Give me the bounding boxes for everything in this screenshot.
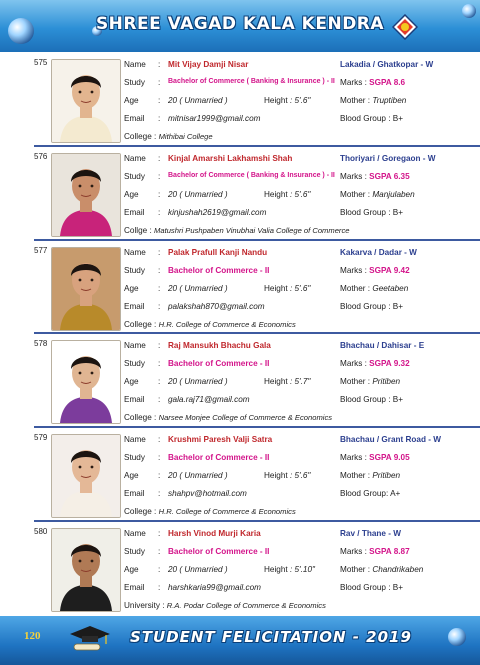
student-photo [51, 153, 121, 237]
height-field [264, 190, 310, 199]
height-value: : 5'.6" [289, 190, 311, 199]
student-entry [0, 431, 480, 523]
colon: : [158, 583, 161, 592]
mother-value: Manjulaben [372, 190, 415, 199]
entry-number: 579 [34, 433, 48, 442]
colon: : [158, 172, 161, 181]
study-course: Bachelor of Commerce - II [168, 266, 270, 275]
entry-divider [34, 145, 480, 147]
college-row [124, 132, 213, 141]
email-value: shahpv@hotmail.com [168, 489, 247, 498]
email-value: harshkaria99@gmail.com [168, 583, 261, 592]
colon: : [158, 341, 161, 350]
age-value: 20 ( Unmarried ) [168, 190, 228, 199]
student-entry [0, 150, 480, 242]
college-label: College : [124, 132, 159, 141]
marks-field [340, 266, 410, 275]
email-label: Email [124, 208, 145, 217]
college-row [124, 320, 296, 329]
blood-group-label: Blood Group : [340, 583, 393, 592]
location: Rav / Thane - W [340, 529, 401, 538]
colon: : [158, 60, 161, 69]
marks-value: SGPA 6.35 [369, 172, 410, 181]
age-value: 20 ( Unmarried ) [168, 284, 228, 293]
marks-value: SGPA 9.32 [369, 359, 410, 368]
colon: : [158, 547, 161, 556]
colon: : [158, 529, 161, 538]
colon: : [158, 248, 161, 257]
blood-group-value: B+ [392, 114, 404, 123]
mother-value: Geetaben [372, 284, 409, 293]
name-label: Name [124, 435, 146, 444]
age-value: 20 ( Unmarried ) [168, 471, 228, 480]
blood-group-value: B+ [392, 208, 404, 217]
colon: : [158, 114, 161, 123]
study-label: Study [124, 78, 145, 87]
location: Lakadia / Ghatkopar - W [340, 60, 434, 69]
mother-value: Truptiben [372, 96, 407, 105]
college-value: R.A. Podar College of Commerce & Economics [166, 601, 326, 610]
colon: : [158, 78, 161, 87]
student-name: Palak Prafull Kanji Nandu [168, 248, 268, 257]
height-label: Height [264, 565, 288, 574]
colon: : [158, 208, 161, 217]
blood-group-value: B+ [392, 583, 404, 592]
marks-field [340, 172, 410, 181]
entry-number: 576 [34, 152, 48, 161]
blood-group-value: B+ [392, 302, 404, 311]
email-label: Email [124, 583, 145, 592]
email-label: Email [124, 114, 145, 123]
blood-group-label: Blood Group : [340, 395, 393, 404]
colon: : [158, 284, 161, 293]
colon: : [158, 395, 161, 404]
blood-group-field [340, 489, 400, 498]
marks-field [340, 453, 410, 462]
student-entry [0, 337, 480, 429]
college-label: College : [124, 413, 159, 422]
marks-value: SGPA 8.6 [369, 78, 406, 87]
study-label: Study [124, 547, 145, 556]
mother-label: Mother [340, 284, 366, 293]
height-label: Height [264, 284, 288, 293]
colon: : [158, 359, 161, 368]
height-label: Height [264, 96, 288, 105]
mother-value: Chandrikaben [372, 565, 424, 574]
blood-group-value: A+ [390, 489, 401, 498]
name-label: Name [124, 529, 146, 538]
blood-group-field [340, 302, 403, 311]
organization-logo-icon [392, 14, 418, 40]
height-label: Height [264, 190, 288, 199]
blood-group-label: Blood Group: [340, 489, 391, 498]
age-label: Age [124, 377, 139, 386]
marks-label: Marks : [340, 453, 370, 462]
mother-field [340, 284, 408, 293]
mother-value: Pritiben [372, 377, 401, 386]
colon: : [367, 565, 371, 574]
entry-divider [34, 426, 480, 428]
student-entry [0, 525, 480, 617]
college-row [124, 601, 326, 610]
student-name: Krushmi Paresh Valji Satra [168, 435, 273, 444]
marks-value: SGPA 9.05 [369, 453, 410, 462]
footer-title: STUDENT FELICITATION - 2019 [130, 628, 412, 646]
age-label: Age [124, 190, 139, 199]
age-value: 20 ( Unmarried ) [168, 96, 228, 105]
student-photo [51, 59, 121, 143]
college-value: Mithibai College [158, 132, 213, 141]
entry-divider [34, 520, 480, 522]
marks-field [340, 547, 410, 556]
age-label: Age [124, 284, 139, 293]
email-value: palakshah870@gmail.com [168, 302, 265, 311]
height-field [264, 377, 310, 386]
college-label: Collge : [124, 226, 155, 235]
height-value: : 5'.10" [289, 565, 315, 574]
age-label: Age [124, 96, 139, 105]
blood-group-field [340, 114, 403, 123]
study-course: Bachelor of Commerce - II [168, 547, 270, 556]
marks-label: Marks : [340, 172, 370, 181]
blood-group-value: B+ [392, 395, 404, 404]
mother-field [340, 190, 415, 199]
student-entry [0, 56, 480, 148]
mother-value: Pritiben [372, 471, 401, 480]
page-footer [0, 616, 480, 665]
study-course: Bachelor of Commerce ( Banking & Insurance ) - II [168, 172, 335, 179]
colon: : [158, 302, 161, 311]
height-field [264, 471, 310, 480]
marks-value: SGPA 9.42 [369, 266, 410, 275]
entry-number: 580 [34, 527, 48, 536]
age-value: 20 ( Unmarried ) [168, 565, 228, 574]
height-value: : 5'.7" [289, 377, 311, 386]
colon: : [158, 377, 161, 386]
marks-value: SGPA 8.87 [369, 547, 410, 556]
name-label: Name [124, 341, 146, 350]
email-value: gala.raj71@gmail.com [168, 395, 250, 404]
marks-label: Marks : [340, 78, 370, 87]
study-course: Bachelor of Commerce - II [168, 453, 270, 462]
colon: : [367, 284, 371, 293]
location: Bhachau / Dahisar - E [340, 341, 425, 350]
globe-icon [462, 4, 476, 18]
globe-icon [448, 628, 466, 646]
colon: : [367, 96, 371, 105]
page-header [0, 0, 480, 52]
college-row [124, 507, 296, 516]
college-value: H.R. College of Commerce & Economics [158, 507, 296, 516]
colon: : [158, 565, 161, 574]
college-row [124, 226, 350, 235]
email-label: Email [124, 395, 145, 404]
colon: : [158, 489, 161, 498]
height-value: : 5'.6" [289, 284, 311, 293]
college-value: Narsee Monjee College of Commerce & Economics [158, 413, 333, 422]
height-value: : 5'.6" [289, 471, 311, 480]
student-photo [51, 340, 121, 424]
blood-group-label: Blood Group : [340, 208, 393, 217]
marks-label: Marks : [340, 359, 370, 368]
colon: : [158, 96, 161, 105]
page-number: 120 [24, 630, 41, 642]
height-label: Height [264, 377, 288, 386]
name-label: Name [124, 154, 146, 163]
mother-label: Mother [340, 96, 366, 105]
email-value: mitnisar1999@gmail.com [168, 114, 261, 123]
colon: : [158, 435, 161, 444]
colon: : [367, 190, 371, 199]
mother-field [340, 96, 406, 105]
mother-label: Mother [340, 190, 366, 199]
college-label: College : [124, 507, 159, 516]
colon: : [367, 471, 371, 480]
mother-field [340, 565, 423, 574]
height-field [264, 284, 310, 293]
entry-divider [34, 332, 480, 334]
age-label: Age [124, 471, 139, 480]
height-label: Height [264, 471, 288, 480]
blood-group-label: Blood Group : [340, 114, 393, 123]
height-field [264, 96, 310, 105]
student-name: Kinjal Amarshi Lakhamshi Shah [168, 154, 293, 163]
blood-group-field [340, 583, 403, 592]
page-title: SHREE VAGAD KALA KENDRA [95, 14, 385, 34]
student-name: Harsh Vinod Murji Karia [168, 529, 261, 538]
student-photo [51, 434, 121, 518]
email-label: Email [124, 302, 145, 311]
name-label: Name [124, 248, 146, 257]
mother-field [340, 377, 400, 386]
graduation-cap-icon [68, 622, 112, 656]
mother-label: Mother [340, 471, 366, 480]
study-label: Study [124, 453, 145, 462]
entry-divider [34, 239, 480, 241]
mother-label: Mother [340, 377, 366, 386]
height-value: : 5'.6" [289, 96, 311, 105]
study-course: Bachelor of Commerce ( Banking & Insurance ) - II [168, 78, 335, 85]
student-photo [51, 528, 121, 612]
college-row [124, 413, 332, 422]
location: Bhachau / Grant Road - W [340, 435, 441, 444]
colon: : [158, 154, 161, 163]
age-label: Age [124, 565, 139, 574]
college-label: College : [124, 320, 159, 329]
colon: : [158, 266, 161, 275]
college-label: University : [124, 601, 167, 610]
study-course: Bachelor of Commerce - II [168, 359, 270, 368]
blood-group-field [340, 208, 403, 217]
blood-group-label: Blood Group : [340, 302, 393, 311]
entry-number: 577 [34, 246, 48, 255]
study-label: Study [124, 266, 145, 275]
location: Kakarva / Dadar - W [340, 248, 417, 257]
colon: : [158, 453, 161, 462]
colon: : [367, 377, 371, 386]
student-photo [51, 247, 121, 331]
college-value: H.R. College of Commerce & Economics [158, 320, 296, 329]
marks-label: Marks : [340, 547, 370, 556]
student-entry [0, 244, 480, 336]
colon: : [158, 471, 161, 480]
location: Thoriyari / Goregaon - W [340, 154, 436, 163]
entry-number: 575 [34, 58, 48, 67]
marks-field [340, 359, 410, 368]
age-value: 20 ( Unmarried ) [168, 377, 228, 386]
college-value: Matushri Pushpaben Vinubhai Valia College of Commerce [154, 226, 350, 235]
height-field [264, 565, 315, 574]
mother-field [340, 471, 400, 480]
colon: : [158, 190, 161, 199]
study-label: Study [124, 172, 145, 181]
marks-field [340, 78, 405, 87]
name-label: Name [124, 60, 146, 69]
blood-group-field [340, 395, 403, 404]
email-label: Email [124, 489, 145, 498]
entry-number: 578 [34, 339, 48, 348]
study-label: Study [124, 359, 145, 368]
marks-label: Marks : [340, 266, 370, 275]
email-value: kinjushah2619@gmail.com [168, 208, 267, 217]
student-name: Raj Mansukh Bhachu Gala [168, 341, 271, 350]
student-name: Mit Vijay Damji Nisar [168, 60, 249, 69]
mother-label: Mother [340, 565, 366, 574]
